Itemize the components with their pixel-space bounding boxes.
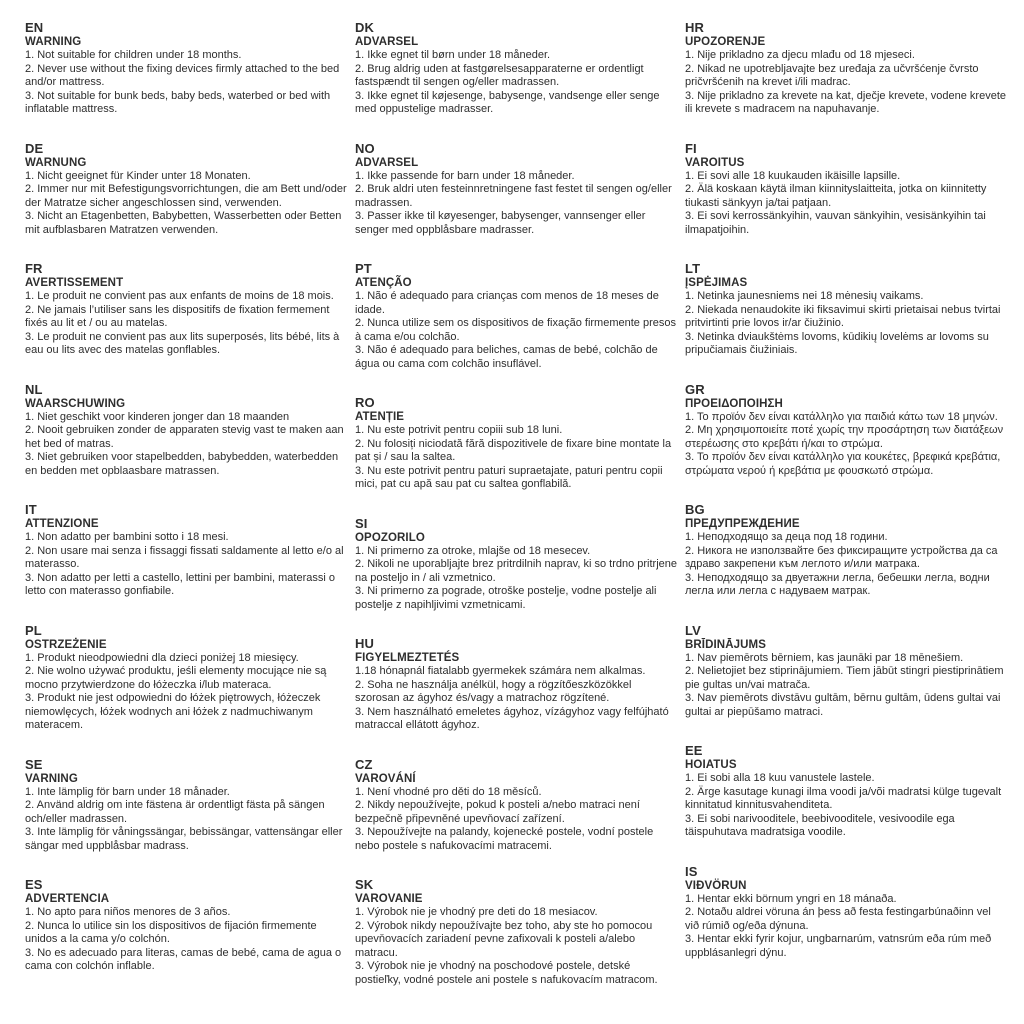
language-code: FR	[25, 261, 43, 276]
column-2	[355, 20, 677, 1011]
warning-title: ADVERTENCIA	[25, 893, 110, 905]
language-code: EN	[25, 20, 44, 35]
warning-item: 1. Niet geschikt voor kinderen jonger dan 18 maanden	[25, 410, 290, 423]
warning-item: 1. Ei sovi alle 18 kuukauden ikäisille lapsille.	[685, 169, 901, 182]
warning-item: 1. No apto para niños menores de 3 años.	[25, 906, 231, 918]
warning-title: OSTRZEŻENIE	[25, 638, 107, 651]
warning-item: 3. Inte lämplig för våningssängar, bebissängar, vattensängar eller sängar med uppblåsbar madrass.	[25, 826, 343, 852]
warning-item: 3. Non adatto per letti a castello, lettini per bambini, materassi o letto con materasso gonfiabile.	[25, 571, 335, 597]
language-block-se	[25, 757, 347, 854]
warning-item: 2. Никога не използвайте без фиксиращите устройства да са здраво закрепени към леглото и/или матрака.	[685, 544, 998, 570]
warning-item: 2. Μη χρησιμοποιείτε ποτέ χωρίς την προσάρτηση των διατάξεων στερέωσης στο κρεβάτι ή/και το στρώμα.	[685, 424, 1004, 450]
language-block-en	[25, 20, 347, 117]
warning-item: 2. Niekada nenaudokite iki fiksavimui skirti prietaisai nebus tvirtai pritvirtinti prie lovos ir/ar čiužinio.	[685, 303, 1001, 329]
warning-item: 2. Nelietojiet bez stiprinājumiem. Tiem jābūt stingri piestiprinātiem pie gultas un/vai matrača.	[685, 665, 1004, 691]
language-code: HR	[685, 20, 704, 35]
warning-title: VARNING	[25, 772, 78, 785]
warning-title: UPOZORENJE	[685, 36, 766, 48]
warning-item: 1. Το προϊόν δεν είναι κατάλληλο για παιδιά κάτω των 18 μηνών.	[685, 410, 998, 423]
warning-title: HOIATUS	[685, 759, 737, 771]
warning-item: 1.18 hónapnál fiatalabb gyermekek számára nem alkalmas.	[355, 665, 646, 677]
language-block-hr	[685, 20, 1007, 117]
warning-item: 3. Hentar ekki fyrir kojur, ungbarnarúm, vatnsrúm eða rúm með uppblásanlegri dýnu.	[685, 933, 992, 959]
warning-title: WARNING	[25, 36, 82, 48]
language-code: DE	[25, 140, 44, 156]
warning-item: 2. Never use without the fixing devices firmly attached to the bed and/or mattress.	[25, 62, 340, 88]
language-block-ro	[355, 395, 677, 492]
warning-item: 3. Nem használható emeletes ágyhoz, vízágyhoz vagy felfújható matraccal ellátott ágyhoz.	[355, 705, 669, 731]
warning-item: 1. Ei sobi alla 18 kuu vanustele lastele.	[685, 772, 875, 784]
warning-item: 2. Nikoli ne uporabljajte brez pritrdilnih naprav, ki so trdno pritrjene na posteljo in / ali vzmetnico.	[355, 558, 678, 584]
language-block-gr	[685, 382, 1007, 479]
warning-item: 2. Använd aldrig om inte fästena är ordentligt fästa på sängen och/eller madrassen.	[25, 799, 325, 825]
language-block-is	[685, 864, 1007, 961]
warning-item: 3. Nu este potrivit pentru paturi supraetajate, paturi pentru copii mici, pat cu apă sau pat cu saltea gonflabilă.	[355, 464, 663, 490]
warning-item: 1. Nav piemērots bērniem, kas jaunāki par 18 mēnešiem.	[685, 651, 964, 664]
warning-item: 3. No es adecuado para literas, camas de bebé, cama de agua o cama con colchón inflable.	[25, 946, 342, 972]
warning-item: 2. Ärge kasutage kunagi ilma voodi ja/või madratsi külge tugevalt kinnitatud kinnitusvahenditeta.	[685, 785, 1002, 811]
language-block-es	[25, 877, 347, 974]
warning-item: 2. Notaðu aldrei vöruna án þess að festa festingarbúnaðinn vel við rúmið og/eða dýnuna.	[685, 906, 991, 932]
warning-item: 2. Soha ne használja anélkül, hogy a rögzítőeszközökkel szorosan az ágyhoz és/vagy a matrachoz rögzítené.	[355, 678, 632, 704]
language-block-sk	[355, 877, 677, 987]
language-block-cz	[355, 757, 677, 854]
warning-item: 3. Não é adequado para beliches, camas de bebé, colchão de água ou cama com colchão insuflável.	[355, 344, 658, 370]
language-code: PL	[25, 622, 42, 638]
warning-item: 3. Ni primerno za pograde, otroške postelje, vodne postelje ali postelje z napihljivimi vzmetnicami.	[355, 585, 657, 611]
language-code: CZ	[355, 756, 373, 772]
warning-title: WARNUNG	[25, 156, 87, 169]
language-code: IT	[25, 502, 37, 517]
warning-title: VAROVÁNÍ	[355, 772, 416, 785]
warning-item: 1. Ikke egnet til børn under 18 måneder.	[355, 49, 551, 61]
warning-item: 1. Inte lämplig för barn under 18 månader.	[25, 785, 230, 798]
warning-item: 1. Nu este potrivit pentru copiii sub 18 luni.	[355, 424, 563, 436]
warning-title: ĮSPĖJIMAS	[685, 277, 748, 289]
language-code: EE	[685, 743, 703, 758]
warning-item: 2. Nooit gebruiken zonder de apparaten stevig vast te maken aan het bed of matras.	[25, 424, 344, 450]
language-block-nl	[25, 382, 347, 479]
warning-item: 3. Netinka dviaukštėms lovoms, kūdikių lovelėms ar lovoms su pripučiamais čiužiniais.	[685, 330, 989, 356]
language-block-fr	[25, 261, 347, 358]
warning-item: 1. Le produit ne convient pas aux enfants de moins de 18 mois.	[25, 290, 334, 302]
warning-title: ATENÇÃO	[355, 277, 412, 289]
language-code: DK	[355, 20, 374, 35]
warning-item: 3. Nav piemērots divstāvu gultām, bērnu gultām, ūdens gultai vai gultai ar piepūšamo matraci.	[685, 692, 1001, 718]
warning-title: ΠΡΟΕΙΔΟΠΟΙΗΣΗ	[685, 397, 783, 410]
warning-title: OPOZORILO	[355, 531, 425, 544]
warning-item: 1. Nije prikladno za djecu mlađu od 18 mjeseci.	[685, 49, 915, 61]
warning-item: 3. Výrobok nie je vhodný na poschodové postele, detské postieľky, vodné postele ani postele s nafukovacím matracom.	[355, 960, 658, 986]
language-code: IS	[685, 863, 698, 879]
warning-item: 2. Nikdy nepoužívejte, pokud k posteli a/nebo matraci není bezpečně připevněné upevňovací zařízení.	[355, 799, 640, 825]
warning-item: 3. Nije prikladno za krevete na kat, dječje krevete, vodene krevete ili krevete s madracem na napuhavanje.	[685, 89, 1007, 115]
warning-item: 3. Niet gebruiken voor stapelbedden, babybedden, waterbedden en bedden met opblaasbare matrassen.	[25, 451, 339, 477]
warning-item: 3. Ikke egnet til køjesenge, babysenge, vandsenge eller senge med oppustelige madrasser.	[355, 89, 660, 115]
warning-title: FIGYELMEZTETÉS	[355, 652, 460, 664]
warning-item: 2. Nikad ne upotrebljavajte bez uređaja za učvršćenje čvrsto pričvršćenih na krevet i/ili madrac.	[685, 62, 979, 88]
warning-title: VIÐVÖRUN	[685, 879, 747, 892]
language-block-dk	[355, 20, 677, 117]
warning-title: ADVARSEL	[355, 36, 419, 48]
language-block-bg	[685, 502, 1007, 599]
language-code: GR	[685, 381, 705, 397]
warning-item: 3. Ei sovi kerrossänkyihin, vauvan sänkyihin, vesisänkyihin tai ilmapatjoihin.	[685, 210, 986, 236]
warning-item: 2. Ne jamais l’utiliser sans les dispositifs de fixation fermement fixés au lit et / ou au matelas.	[25, 303, 330, 329]
language-block-lt	[685, 261, 1007, 358]
language-code: LT	[685, 261, 701, 276]
warning-item: 2. Nunca utilize sem os dispositivos de fixação firmemente presos à cama e/ou colchão.	[355, 317, 676, 343]
language-code: HU	[355, 636, 374, 651]
warning-item: 2. Non usare mai senza i fissaggi fissati saldamente al letto e/o al materasso.	[25, 544, 344, 570]
warning-item: 2. Bruk aldri uten festeinnretningene fast festet til sengen og/eller madrassen.	[355, 183, 672, 209]
warning-title: ПРЕДУПРЕЖДЕНИЕ	[685, 518, 800, 530]
warning-item: 1. Неподходящо за деца под 18 години.	[685, 531, 888, 543]
language-code: BG	[685, 502, 705, 517]
warning-item: 1. Není vhodné pro děti do 18 měsíců.	[355, 785, 542, 798]
language-block-si	[355, 516, 677, 613]
warning-item: 2. Nie wolno używać produktu, jeśli elementy mocujące nie są mocno przytwierdzone do łóżeczka i/lub materaca.	[25, 665, 327, 691]
language-code: SI	[355, 515, 368, 531]
language-code: ES	[25, 877, 43, 892]
warning-item: 2. Immer nur mit Befestigungsvorrichtungen, die am Bett und/oder der Matratze sicher angeschlossen sind, verwenden.	[25, 183, 347, 209]
warning-title: VAROITUS	[685, 156, 745, 169]
warning-item: 1. Produkt nieodpowiedni dla dzieci poniżej 18 miesięcy.	[25, 651, 299, 664]
warning-item: 3. Неподходящо за двуетажни легла, бебешки легла, водни легла или легла с надуваем матрак.	[685, 571, 990, 597]
language-block-pl	[25, 623, 347, 733]
language-code: FI	[685, 140, 697, 156]
warning-item: 2. Výrobok nikdy nepoužívajte bez toho, aby ste ho pomocou upevňovacích zariadení pevne zafixovali k posteli a/alebo matracu.	[355, 919, 653, 959]
warning-item: 1. Nicht geeignet für Kinder unter 18 Monaten.	[25, 169, 251, 182]
warning-title: VAROVANIE	[355, 893, 423, 905]
warning-title: BRĪDINĀJUMS	[685, 638, 766, 651]
warning-title: AVERTISSEMENT	[25, 277, 124, 289]
warning-item: 3. Produkt nie jest odpowiedni do łóżek piętrowych, łóżeczek niemowlęcych, łóżek wodnych ani łóżek z nadmuchiwanym materacem.	[25, 692, 321, 731]
language-block-de	[25, 141, 347, 238]
column-3	[685, 20, 1007, 984]
warning-item: 2. Nunca lo utilice sin los dispositivos de fijación firmemente unidos a la cama y/o colchón.	[25, 919, 317, 945]
warning-item: 3. Le produit ne convient pas aux lits superposés, lits bébé, lits à eau ou lits avec des matelas gonflables.	[25, 330, 340, 356]
warning-item: 3. Ei sobi narivooditele, beebivooditele, vesivoodile ega täispuhutava madratsiga voodile.	[685, 812, 955, 838]
warning-item: 3. Nicht an Etagenbetten, Babybetten, Wasserbetten oder Betten mit aufblasbaren Matratzen verwenden.	[25, 210, 342, 236]
warning-item: 1. Ikke passende for barn under 18 måneder.	[355, 169, 575, 182]
language-code: PT	[355, 261, 372, 276]
language-block-fi	[685, 141, 1007, 238]
language-block-it	[25, 502, 347, 599]
warning-item: 2. Älä koskaan käytä ilman kiinnityslaitteita, jotka on kiinnitetty tiukasti sänkyyn ja/tai patjaan.	[685, 183, 987, 209]
language-code: SE	[25, 756, 43, 772]
language-block-pt	[355, 261, 677, 371]
warning-title: ATTENZIONE	[25, 518, 99, 530]
language-block-hu	[355, 636, 677, 733]
warning-item: 1. Netinka jaunesniems nei 18 mėnesių vaikams.	[685, 290, 924, 302]
language-block-no	[355, 141, 677, 238]
warning-item: 3. Το προϊόν δεν είναι κατάλληλο για κουκέτες, βρεφικά κρεβάτια, στρώματα νερού ή κρεβάτια με φουσκωτό στρώμα.	[685, 451, 1001, 477]
warning-item: 3. Nepoužívejte na palandy, kojenecké postele, vodní postele nebo postele s nafukovacími matracemi.	[355, 826, 654, 852]
warning-item: 2. Nu folosiți niciodată fără dispozitivele de fixare bine montate la pat și / sau la saltea.	[355, 437, 672, 463]
warning-title: ATENȚIE	[355, 411, 405, 423]
language-block-ee	[685, 743, 1007, 840]
language-code: SK	[355, 877, 374, 892]
warning-item: 1. Não é adequado para crianças com menos de 18 meses de idade.	[355, 290, 659, 316]
language-block-lv	[685, 623, 1007, 720]
warning-item: 1. Hentar ekki börnum yngri en 18 mánaða.	[685, 892, 897, 905]
warning-item: 1. Výrobok nie je vhodný pre deti do 18 mesiacov.	[355, 906, 598, 918]
warning-title: ADVARSEL	[355, 156, 419, 169]
warning-item: 3. Passer ikke til køyesenger, babysenger, vannsenger eller senger med oppblåsbare madrasser.	[355, 210, 646, 236]
warning-item: 3. Not suitable for bunk beds, baby beds, waterbed or bed with inflatable mattress.	[25, 89, 331, 115]
warning-item: 2. Brug aldrig uden at fastgørelsesapparaterne er ordentligt fastspændt til sengen og/eller madrassen.	[355, 62, 644, 88]
column-1	[25, 20, 347, 998]
language-code: NO	[355, 140, 375, 156]
warning-item: 1. Non adatto per bambini sotto i 18 mesi.	[25, 531, 229, 543]
warning-item: 1. Not suitable for children under 18 months.	[25, 49, 242, 61]
warning-title: WAARSCHUWING	[25, 397, 126, 410]
language-code: RO	[355, 395, 375, 410]
language-code: NL	[25, 381, 43, 397]
warning-item: 1. Ni primerno za otroke, mlajše od 18 mesecev.	[355, 544, 591, 557]
language-code: LV	[685, 622, 701, 638]
